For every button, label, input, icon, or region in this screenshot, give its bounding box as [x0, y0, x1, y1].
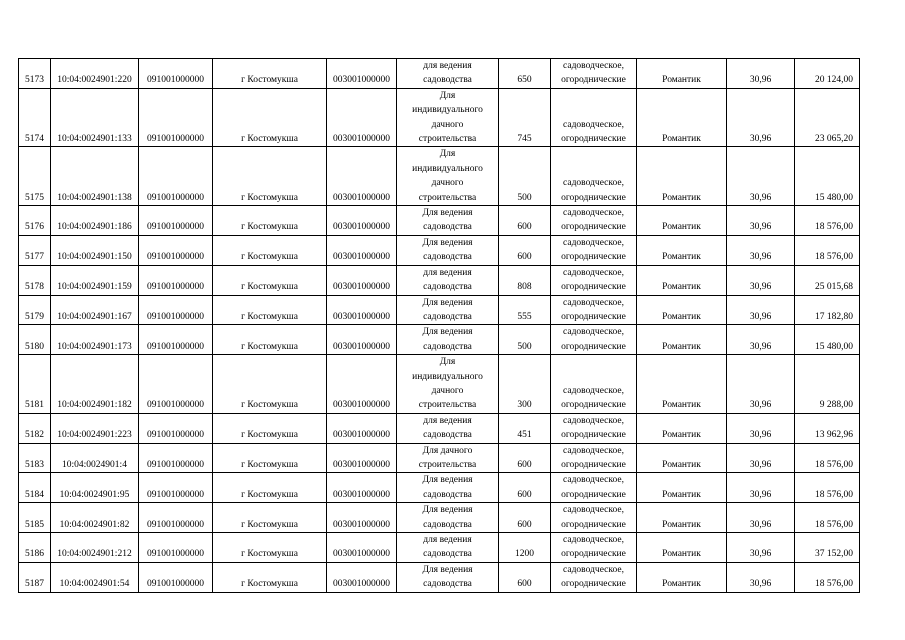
locality-cell: г Костомукша	[213, 235, 327, 265]
oktmo-code-cell: 091001000000	[139, 473, 213, 503]
land-category-cell	[551, 147, 637, 206]
partnership-name-cell: Романтик	[637, 562, 727, 592]
okato-code-cell: 003001000000	[327, 562, 397, 592]
permitted-use-cell	[397, 473, 499, 503]
cadastral-value-cell: 18 576,00	[795, 206, 860, 236]
partnership-name-cell: Романтик	[637, 206, 727, 236]
cadastral-value-cell: 15 480,00	[795, 147, 860, 206]
land-category-line: садоводческое,	[563, 475, 624, 486]
permitted-use-cell	[397, 533, 499, 563]
land-category-cell	[551, 413, 637, 443]
land-category-line: огороднические	[561, 282, 626, 293]
land-category-cell	[551, 503, 637, 533]
okato-code-cell: 003001000000	[327, 295, 397, 325]
cadastral-value-cell: 20 124,00	[795, 59, 860, 89]
permitted-use-line: для ведения	[423, 415, 472, 426]
permitted-use-cell	[397, 88, 499, 147]
land-category-line: огороднические	[561, 311, 626, 322]
specific-value-cell: 30,96	[727, 295, 795, 325]
permitted-use-line: садоводства	[423, 311, 472, 322]
land-category-line: огороднические	[561, 75, 626, 86]
cadastral-value-cell: 13 962,96	[795, 413, 860, 443]
area-cell: 600	[499, 235, 551, 265]
area-cell: 808	[499, 265, 551, 295]
permitted-use-line: садоводства	[423, 430, 472, 441]
area-cell: 300	[499, 355, 551, 414]
specific-value-cell: 30,96	[727, 443, 795, 473]
permitted-use-line: Для ведения	[422, 475, 473, 486]
permitted-use-line: Для ведения	[422, 208, 473, 219]
permitted-use-line: строительства	[418, 459, 477, 470]
land-category-cell	[551, 562, 637, 592]
land-category-line: огороднические	[561, 134, 626, 145]
okato-code-cell: 003001000000	[327, 59, 397, 89]
land-category-cell	[551, 235, 637, 265]
cadastral-value-cell: 18 576,00	[795, 562, 860, 592]
land-category-line: садоводческое,	[563, 119, 624, 130]
oktmo-code-cell: 091001000000	[139, 355, 213, 414]
cadastral-number-cell: 10:04:0024901:167	[51, 295, 139, 325]
cadastral-number-cell: 10:04:0024901:173	[51, 325, 139, 355]
permitted-use-line: Для	[439, 149, 456, 160]
locality-cell: г Костомукша	[213, 88, 327, 147]
table-row	[19, 533, 860, 563]
permitted-use-line: садоводства	[423, 489, 472, 500]
partnership-name-cell: Романтик	[637, 295, 727, 325]
row-number-cell: 5174	[19, 88, 51, 147]
table-row	[19, 88, 860, 147]
permitted-use-line: садоводства	[423, 579, 472, 590]
land-category-cell	[551, 355, 637, 414]
permitted-use-line: индивидуального	[412, 371, 483, 382]
specific-value-cell: 30,96	[727, 147, 795, 206]
cadastral-number-cell: 10:04:0024901:54	[51, 562, 139, 592]
permitted-use-cell	[397, 206, 499, 236]
cadastral-value-cell: 18 576,00	[795, 235, 860, 265]
area-cell: 451	[499, 413, 551, 443]
row-number-cell: 5173	[19, 59, 51, 89]
table-row	[19, 443, 860, 473]
permitted-use-line: Для ведения	[422, 237, 473, 248]
permitted-use-line: строительства	[418, 400, 477, 411]
partnership-name-cell: Романтик	[637, 533, 727, 563]
oktmo-code-cell: 091001000000	[139, 562, 213, 592]
locality-cell: г Костомукша	[213, 147, 327, 206]
specific-value-cell: 30,96	[727, 413, 795, 443]
permitted-use-cell	[397, 503, 499, 533]
cadastral-number-cell: 10:04:0024901:150	[51, 235, 139, 265]
oktmo-code-cell: 091001000000	[139, 533, 213, 563]
row-number-cell: 5177	[19, 235, 51, 265]
okato-code-cell: 003001000000	[327, 206, 397, 236]
land-category-cell	[551, 325, 637, 355]
table-row	[19, 59, 860, 89]
okato-code-cell: 003001000000	[327, 235, 397, 265]
land-category-cell	[551, 295, 637, 325]
oktmo-code-cell: 091001000000	[139, 235, 213, 265]
partnership-name-cell: Романтик	[637, 503, 727, 533]
specific-value-cell: 30,96	[727, 206, 795, 236]
locality-cell: г Костомукша	[213, 413, 327, 443]
land-category-line: огороднические	[561, 341, 626, 352]
row-number-cell: 5182	[19, 413, 51, 443]
land-category-line: садоводческое,	[563, 267, 624, 278]
partnership-name-cell: Романтик	[637, 88, 727, 147]
partnership-name-cell: Романтик	[637, 265, 727, 295]
okato-code-cell: 003001000000	[327, 147, 397, 206]
oktmo-code-cell: 091001000000	[139, 413, 213, 443]
cadastral-number-cell: 10:04:0024901:95	[51, 473, 139, 503]
permitted-use-cell	[397, 265, 499, 295]
row-number-cell: 5180	[19, 325, 51, 355]
cadastral-number-cell: 10:04:0024901:159	[51, 265, 139, 295]
cadastral-value-cell: 18 576,00	[795, 503, 860, 533]
area-cell: 650	[499, 59, 551, 89]
land-category-cell	[551, 473, 637, 503]
specific-value-cell: 30,96	[727, 473, 795, 503]
area-cell: 600	[499, 443, 551, 473]
permitted-use-cell	[397, 413, 499, 443]
row-number-cell: 5178	[19, 265, 51, 295]
permitted-use-line: садоводства	[423, 519, 472, 530]
locality-cell: г Костомукша	[213, 355, 327, 414]
table-body	[19, 59, 860, 593]
land-category-line: садоводческое,	[563, 297, 624, 308]
permitted-use-line: садоводства	[423, 341, 472, 352]
specific-value-cell: 30,96	[727, 59, 795, 89]
land-category-cell	[551, 533, 637, 563]
row-number-cell: 5179	[19, 295, 51, 325]
specific-value-cell: 30,96	[727, 503, 795, 533]
area-cell: 500	[499, 147, 551, 206]
cadastral-value-cell: 17 182,80	[795, 295, 860, 325]
table-row	[19, 147, 860, 206]
permitted-use-line: садоводства	[423, 75, 472, 86]
table-row	[19, 473, 860, 503]
specific-value-cell: 30,96	[727, 562, 795, 592]
area-cell: 745	[499, 88, 551, 147]
locality-cell: г Костомукша	[213, 473, 327, 503]
okato-code-cell: 003001000000	[327, 533, 397, 563]
permitted-use-cell	[397, 355, 499, 414]
row-number-cell: 5186	[19, 533, 51, 563]
cadastral-number-cell: 10:04:0024901:4	[51, 443, 139, 473]
permitted-use-line: дачного	[431, 119, 464, 130]
okato-code-cell: 003001000000	[327, 325, 397, 355]
land-category-cell	[551, 59, 637, 89]
table-row	[19, 413, 860, 443]
locality-cell: г Костомукша	[213, 562, 327, 592]
area-cell: 600	[499, 503, 551, 533]
cadastral-number-cell: 10:04:0024901:138	[51, 147, 139, 206]
cadastral-number-cell: 10:04:0024901:220	[51, 59, 139, 89]
land-category-line: садоводческое,	[563, 505, 624, 516]
permitted-use-line: для ведения	[423, 535, 472, 545]
okato-code-cell: 003001000000	[327, 265, 397, 295]
row-number-cell: 5176	[19, 206, 51, 236]
row-number-cell: 5187	[19, 562, 51, 592]
row-number-cell: 5185	[19, 503, 51, 533]
cadastral-number-cell: 10:04:0024901:223	[51, 413, 139, 443]
area-cell: 500	[499, 325, 551, 355]
locality-cell: г Костомукша	[213, 295, 327, 325]
okato-code-cell: 003001000000	[327, 355, 397, 414]
cadastral-value-cell: 37 152,00	[795, 533, 860, 563]
land-category-line: огороднические	[561, 549, 626, 560]
locality-cell: г Костомукша	[213, 265, 327, 295]
cadastral-number-cell: 10:04:0024901:82	[51, 503, 139, 533]
land-category-line: садоводческое,	[563, 535, 624, 545]
land-category-cell	[551, 206, 637, 236]
permitted-use-line: для ведения	[423, 61, 472, 71]
land-category-line: садоводческое,	[563, 178, 624, 189]
land-category-cell	[551, 443, 637, 473]
row-number-cell: 5175	[19, 147, 51, 206]
oktmo-code-cell: 091001000000	[139, 265, 213, 295]
cadastral-value-cell: 18 576,00	[795, 443, 860, 473]
table-row	[19, 235, 860, 265]
land-valuation-table	[18, 58, 860, 593]
table-row	[19, 355, 860, 414]
land-category-line: садоводческое,	[563, 385, 624, 396]
land-category-line: огороднические	[561, 459, 626, 470]
land-category-line: садоводческое,	[563, 61, 624, 71]
cadastral-number-cell: 10:04:0024901:182	[51, 355, 139, 414]
table-row	[19, 503, 860, 533]
permitted-use-line: Для	[439, 90, 456, 101]
area-cell: 600	[499, 206, 551, 236]
specific-value-cell: 30,96	[727, 355, 795, 414]
permitted-use-cell	[397, 562, 499, 592]
permitted-use-line: дачного	[431, 385, 464, 396]
okato-code-cell: 003001000000	[327, 503, 397, 533]
permitted-use-cell	[397, 443, 499, 473]
oktmo-code-cell: 091001000000	[139, 147, 213, 206]
okato-code-cell: 003001000000	[327, 413, 397, 443]
table-row	[19, 295, 860, 325]
table-row	[19, 562, 860, 592]
oktmo-code-cell: 091001000000	[139, 443, 213, 473]
permitted-use-line: для ведения	[423, 267, 472, 278]
land-category-cell	[551, 88, 637, 147]
partnership-name-cell: Романтик	[637, 59, 727, 89]
specific-value-cell: 30,96	[727, 235, 795, 265]
locality-cell: г Костомукша	[213, 59, 327, 89]
area-cell: 555	[499, 295, 551, 325]
area-cell: 1200	[499, 533, 551, 563]
permitted-use-line: дачного	[431, 178, 464, 189]
table-row	[19, 206, 860, 236]
specific-value-cell: 30,96	[727, 88, 795, 147]
row-number-cell: 5183	[19, 443, 51, 473]
table-row	[19, 265, 860, 295]
cadastral-value-cell: 23 065,20	[795, 88, 860, 147]
okato-code-cell: 003001000000	[327, 473, 397, 503]
cadastral-number-cell: 10:04:0024901:186	[51, 206, 139, 236]
oktmo-code-cell: 091001000000	[139, 59, 213, 89]
land-category-line: огороднические	[561, 579, 626, 590]
specific-value-cell: 30,96	[727, 533, 795, 563]
permitted-use-line: садоводства	[423, 282, 472, 293]
permitted-use-line: садоводства	[423, 252, 472, 263]
partnership-name-cell: Романтик	[637, 355, 727, 414]
permitted-use-cell	[397, 235, 499, 265]
partnership-name-cell: Романтик	[637, 443, 727, 473]
land-category-line: огороднические	[561, 519, 626, 530]
permitted-use-line: строительства	[418, 134, 477, 145]
land-category-line: огороднические	[561, 192, 626, 203]
permitted-use-cell	[397, 59, 499, 89]
locality-cell: г Костомукша	[213, 206, 327, 236]
locality-cell: г Костомукша	[213, 325, 327, 355]
land-category-line: огороднические	[561, 430, 626, 441]
permitted-use-cell	[397, 325, 499, 355]
table-row	[19, 325, 860, 355]
oktmo-code-cell: 091001000000	[139, 88, 213, 147]
partnership-name-cell: Романтик	[637, 147, 727, 206]
permitted-use-cell	[397, 147, 499, 206]
cadastral-number-cell: 10:04:0024901:212	[51, 533, 139, 563]
permitted-use-line: индивидуального	[412, 163, 483, 174]
partnership-name-cell: Романтик	[637, 235, 727, 265]
permitted-use-line: Для ведения	[422, 505, 473, 516]
row-number-cell: 5184	[19, 473, 51, 503]
partnership-name-cell: Романтик	[637, 413, 727, 443]
partnership-name-cell: Романтик	[637, 325, 727, 355]
permitted-use-line: садоводства	[423, 222, 472, 233]
land-category-line: садоводческое,	[563, 208, 624, 219]
land-category-line: садоводческое,	[563, 327, 624, 338]
permitted-use-line: индивидуального	[412, 105, 483, 116]
oktmo-code-cell: 091001000000	[139, 503, 213, 533]
permitted-use-line: Для дачного	[422, 445, 473, 456]
land-category-line: огороднические	[561, 400, 626, 411]
row-number-cell: 5181	[19, 355, 51, 414]
permitted-use-line: Для ведения	[422, 564, 473, 575]
permitted-use-line: садоводства	[423, 549, 472, 560]
land-category-line: огороднические	[561, 222, 626, 233]
locality-cell: г Костомукша	[213, 533, 327, 563]
permitted-use-line: строительства	[418, 192, 477, 203]
okato-code-cell: 003001000000	[327, 88, 397, 147]
cadastral-number-cell: 10:04:0024901:133	[51, 88, 139, 147]
oktmo-code-cell: 091001000000	[139, 295, 213, 325]
oktmo-code-cell: 091001000000	[139, 325, 213, 355]
locality-cell: г Костомукша	[213, 503, 327, 533]
cadastral-value-cell: 25 015,68	[795, 265, 860, 295]
partnership-name-cell: Романтик	[637, 473, 727, 503]
permitted-use-cell	[397, 295, 499, 325]
land-category-line: огороднические	[561, 252, 626, 263]
specific-value-cell: 30,96	[727, 325, 795, 355]
area-cell: 600	[499, 562, 551, 592]
land-category-cell	[551, 265, 637, 295]
area-cell: 600	[499, 473, 551, 503]
land-category-line: садоводческое,	[563, 415, 624, 426]
land-category-line: огороднические	[561, 489, 626, 500]
okato-code-cell: 003001000000	[327, 443, 397, 473]
locality-cell: г Костомукша	[213, 443, 327, 473]
cadastral-value-cell: 9 288,00	[795, 355, 860, 414]
permitted-use-line: Для ведения	[422, 327, 473, 338]
permitted-use-line: Для ведения	[422, 297, 473, 308]
specific-value-cell: 30,96	[727, 265, 795, 295]
land-category-line: садоводческое,	[563, 564, 624, 575]
land-category-line: садоводческое,	[563, 445, 624, 456]
oktmo-code-cell: 091001000000	[139, 206, 213, 236]
permitted-use-line: Для	[439, 357, 456, 368]
cadastral-value-cell: 18 576,00	[795, 473, 860, 503]
land-category-line: садоводческое,	[563, 237, 624, 248]
cadastral-value-cell: 15 480,00	[795, 325, 860, 355]
